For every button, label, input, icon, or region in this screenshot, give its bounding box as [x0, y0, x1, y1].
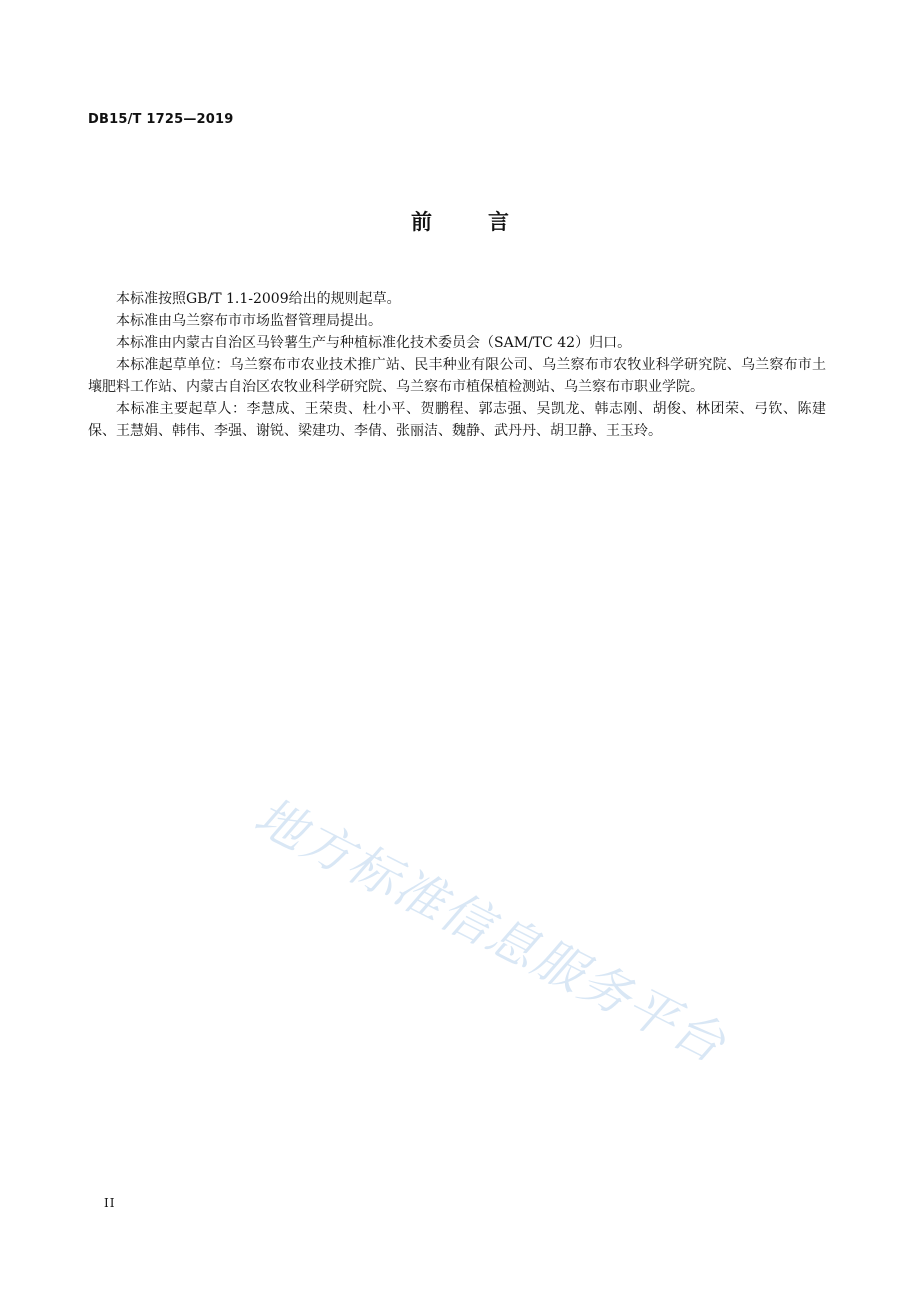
- paragraph-drafting-rules: 本标准按照GB/T 1.1-2009给出的规则起草。: [116, 291, 401, 307]
- paragraph-centralized-unit: 本标准由内蒙古自治区马铃薯生产与种植标准化技术委员会（SAM/TC 42）归口。: [116, 335, 632, 351]
- standard-code: DB15/T 1725—2019: [88, 112, 234, 127]
- paragraph-drafters: 本标准主要起草人：李慧成、王荣贵、杜小平、贺鹏程、郭志强、吴凯龙、韩志刚、胡俊、林团荣、弓钦、陈建保、王慧娟、韩伟、李强、谢锐、梁建功、李倩、张丽洁、魏静、武丹丹、胡卫静、王玉玲。: [88, 401, 826, 439]
- foreword-body: [88, 288, 826, 442]
- paragraph-drafting-units: 本标准起草单位：乌兰察布市农业技术推广站、民丰种业有限公司、乌兰察布市农牧业科学研究院、乌兰察布市土壤肥料工作站、内蒙古自治区农牧业科学研究院、乌兰察布市植保植检测站、乌兰察布市职业学院。: [88, 357, 826, 395]
- paragraph-proposer: 本标准由乌兰察布市市场监督管理局提出。: [116, 313, 382, 329]
- watermark: 地方标准信息服务平台: [245, 786, 736, 1075]
- page-title: 前言: [411, 210, 565, 234]
- page-number: II: [104, 1196, 116, 1210]
